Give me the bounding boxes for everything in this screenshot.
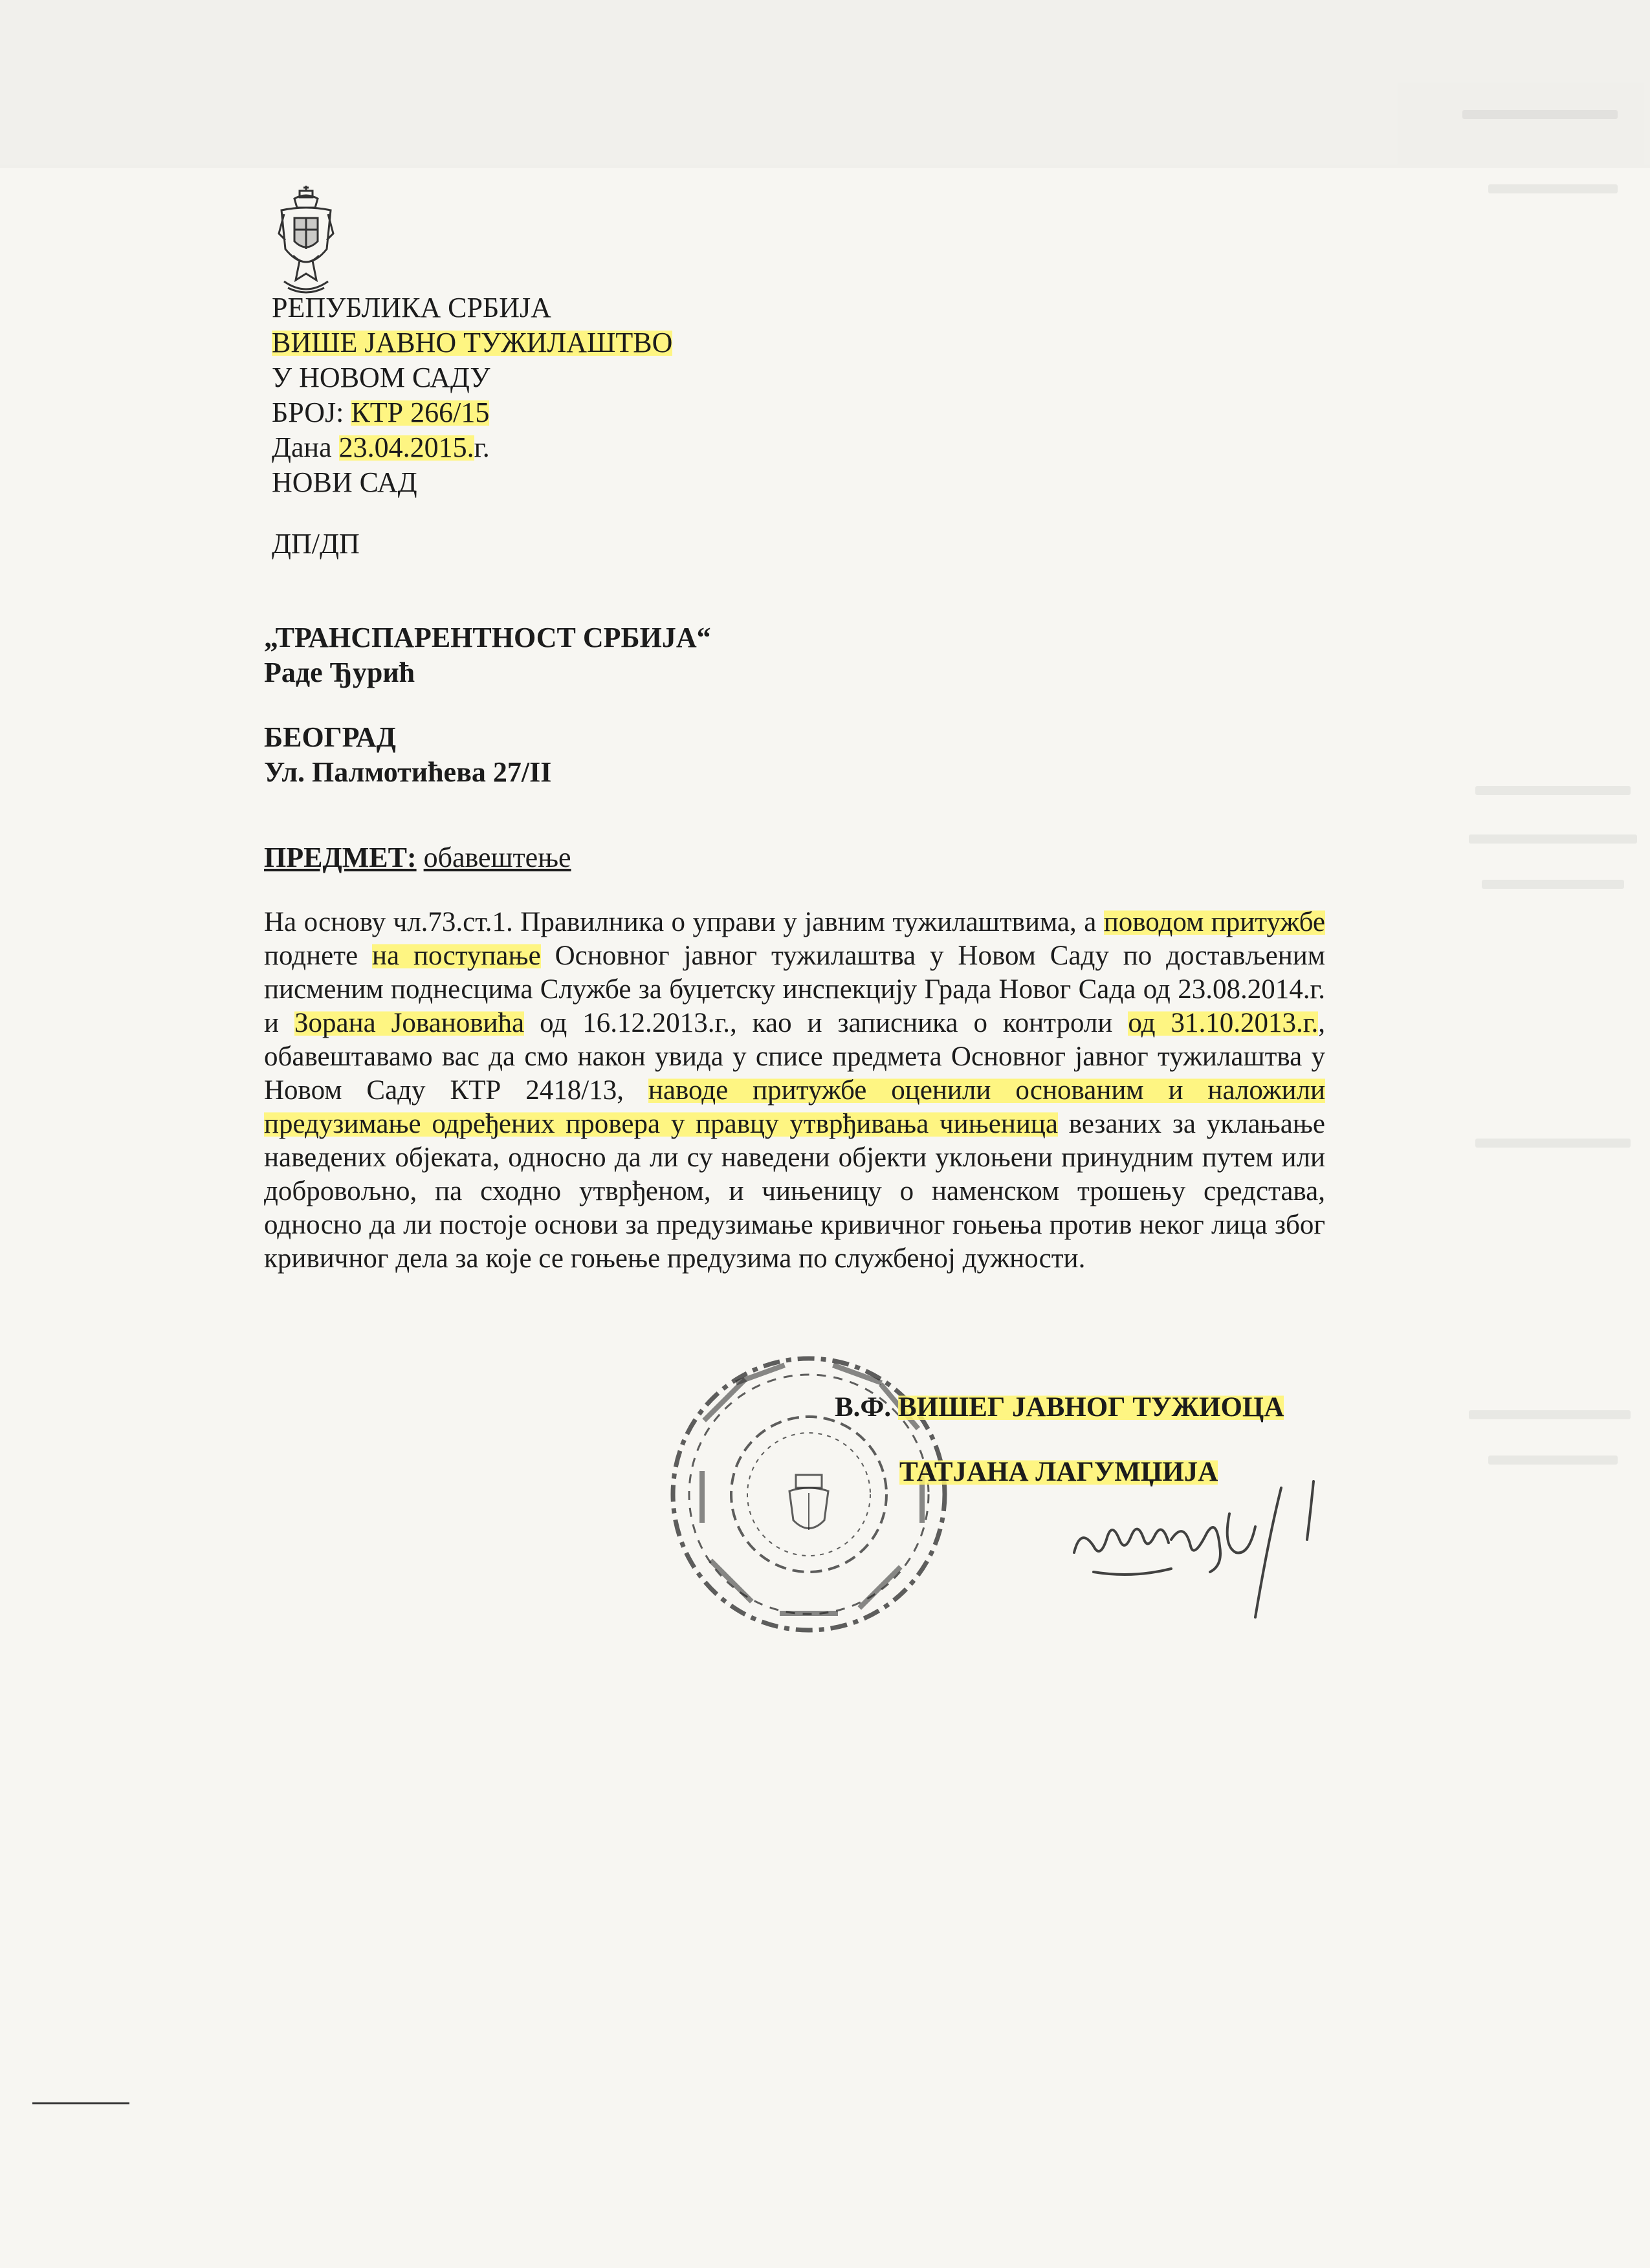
- official-stamp: [657, 1346, 961, 1643]
- country-line: РЕПУБЛИКА СРБИЈА: [272, 292, 551, 323]
- date-value: 23.04.2015.: [338, 431, 474, 463]
- bleed-through-text: [1475, 1139, 1631, 1148]
- bleed-through-text: [1469, 1410, 1631, 1419]
- body-highlight: од 31.10.2013.г.: [1128, 1008, 1319, 1038]
- body-highlight: поводом притужбе: [1103, 907, 1325, 937]
- date-label: Дана: [272, 431, 339, 463]
- subject-line: [264, 841, 571, 875]
- serbian-coat-of-arms-icon: [275, 184, 337, 298]
- scan-artifact: [0, 0, 1650, 168]
- body-text-segment: Основног јавног тужилаштва у Новом Саду по достављеним писменим поднесцима Службе за буџетску инспекцију Града Новог Сада од 23.08.2014.г. и: [264, 941, 1326, 1038]
- signatory-title: [835, 1391, 1284, 1424]
- body-text-segment: поднете: [264, 941, 373, 971]
- recipient-organization: „ТРАНСПАРЕНТНОСТ СРБИЈА“: [264, 622, 711, 653]
- signatory-title-text: ВИШЕГ ЈАВНОГ ТУЖИОЦА: [897, 1392, 1284, 1423]
- subject-label: ПРЕДМЕТ:: [264, 842, 417, 873]
- case-number-line: [272, 396, 489, 430]
- bleed-through-text: [1462, 110, 1618, 119]
- office-name: ВИШЕ ЈАВНО ТУЖИЛАШТВО: [272, 327, 673, 358]
- body-text-segment: везаних за уклањање наведених објеката, односно да ли су наведени објекти уклоњени принудним путем или добровољно, па сходно утврђеном, и чињеницу о наменском трошењу средстава, односно да ли постоје основи за предузимање кривичног гоњења против неког лица због кривичног дела за које се гоњење предузима по службеној дужности.: [264, 1109, 1325, 1274]
- bleed-through-text: [1469, 834, 1637, 844]
- body-paragraph: [264, 906, 1325, 1276]
- handwritten-signature: [1068, 1475, 1339, 1643]
- body-highlight: наводе притужбе оценили основаним и наложили предузимање одређених провера у правцу утврђивања чињеница: [264, 1075, 1325, 1139]
- initials-line: ДП/ДП: [272, 528, 360, 560]
- body-text-segment: На основу чл.73.ст.1. Правилника о управи у јавним тужилаштвима, а: [264, 907, 1104, 937]
- case-number-value: КТР 266/15: [351, 397, 490, 428]
- place-line: НОВИ САД: [272, 466, 417, 498]
- recipient-person: Раде Ђурић: [264, 657, 415, 688]
- margin-mark: [32, 2102, 129, 2104]
- recipient-street: Ул. Палмотићева 27/II: [264, 756, 552, 788]
- office-line: [272, 326, 672, 360]
- recipient-city: БЕОГРАД: [264, 721, 396, 753]
- bleed-through-text: [1488, 1456, 1618, 1465]
- bleed-through-text: [1482, 880, 1624, 889]
- date-line: [272, 431, 490, 464]
- signatory-prefix: В.Ф.: [835, 1392, 898, 1423]
- body-highlight: на поступање: [372, 941, 541, 971]
- city-line: У НОВОМ САДУ: [272, 362, 490, 393]
- body-highlight: Зорана Јовановића: [294, 1008, 525, 1038]
- signatory-name-text: ТАТЈАНА ЛАГУМЏИЈА: [899, 1457, 1218, 1487]
- bleed-through-text: [1488, 184, 1618, 193]
- body-text-segment: од 16.12.2013.г., као и записника о контроли: [524, 1008, 1128, 1038]
- bleed-through-text: [1475, 786, 1631, 795]
- body-text-segment: , обавештавамо вас да смо након увида у списе предмета Основног јавног тужилаштва у Новом Саду КТР 2418/13,: [264, 1008, 1325, 1106]
- date-suffix: г.: [474, 431, 490, 463]
- subject-value: обавештење: [423, 842, 571, 873]
- case-number-label: БРОЈ:: [272, 397, 351, 428]
